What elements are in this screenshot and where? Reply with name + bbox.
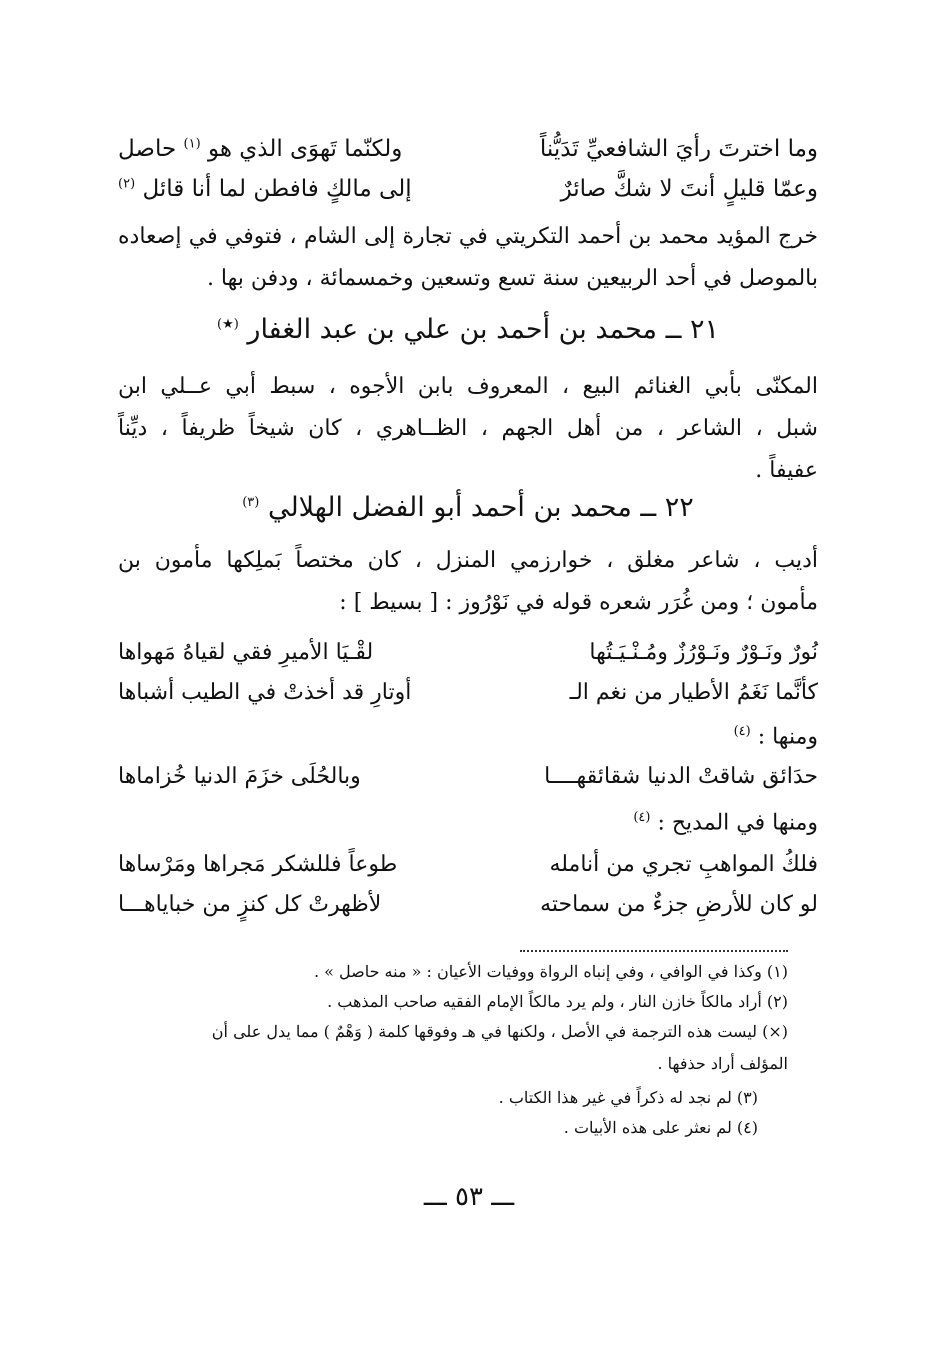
verse-line-1 xyxy=(118,136,818,172)
verse-hemistich-left: أوتارِ قد أخذتْ في الطيب أشباها xyxy=(118,680,412,705)
verse-hemistich-left: وبالحُلَى خزَمَ الدنيا خُزاماها xyxy=(118,764,361,789)
text-line: عفيفاً . xyxy=(755,458,818,483)
verse-line-2 xyxy=(118,176,818,212)
text-line: المكنّى بأبي الغنائم البيع ، المعروف بابن الأجوه ، سبط أبي عــلي ابن xyxy=(118,374,818,399)
footnotes xyxy=(118,962,788,1162)
verse-text: إلى مالكٍ فافطن لما أنا قائل xyxy=(142,176,412,202)
page-number: ـــ ٥٣ ـــ xyxy=(423,1182,515,1212)
footnote-2: (٢) أراد مالكاً خازن النار ، ولم يرد مالكاً الإمام الفقيه صاحب المذهب . xyxy=(327,992,788,1011)
verse-hemistich-right: وعمّا قليلٍ أنتَ لا شكَّ صائرٌ xyxy=(560,176,818,202)
verse-hemistich-right: كأنَّما نَغَمُ الأطيار من نغم الـ xyxy=(569,680,818,705)
verse-hemistich-right: لو كان للأرضِ جزءٌ من سماحته xyxy=(540,892,818,917)
poem-verse xyxy=(118,640,818,678)
intro-text: ومنها في المديح : xyxy=(657,810,818,836)
text-line: شبل ، الشاعر ، من أهل الجهم ، الظــاهري ، كان شيخاً ظريفاً ، ديِّناً xyxy=(118,416,818,441)
footnote-marker: (٤) xyxy=(633,810,651,825)
verse-hemistich-left xyxy=(118,176,412,202)
verse-hemistich-left: لقْـيَا الأميرِ فقي لقياهُ مَهواها xyxy=(118,640,374,665)
footnote-1: (١) وكذا في الوافي ، وفي إنباه الرواة ووفيات الأعيان : « منه حاصل » . xyxy=(313,962,788,981)
heading-text: ٢٢ ــ محمد بن أحمد أبو الفضل الهلالي xyxy=(267,492,694,523)
paragraph-entry-21 xyxy=(118,366,818,492)
entry-heading-21 xyxy=(118,314,818,345)
footnote-marker: (٣) xyxy=(242,495,260,510)
verse-hemistich-right: نُورٌ ونَـوْرٌ ونَـوْرُزٌ ومُـنْـيَـتُها xyxy=(589,640,818,665)
heading-text: ٢١ ــ محمد بن أحمد بن علي بن عبد الغفار xyxy=(247,314,719,345)
footnote-marker: (٤) xyxy=(733,724,751,739)
poem-verse xyxy=(118,852,818,890)
poem-intro xyxy=(633,810,818,835)
intro-text: ومنها : xyxy=(757,724,818,750)
footnote-4: (٤) لم نعثر على هذه الأبيات . xyxy=(563,1118,758,1137)
footnote-marker: (★) xyxy=(217,317,239,332)
text-line: خرج المؤيد محمد بن أحمد التكريتي في تجارة إلى الشام ، فتوفي في إصعاده xyxy=(118,224,818,249)
footnote-marker: (٢) xyxy=(118,176,136,192)
poem-verse xyxy=(118,680,818,718)
verse-hemistich-right: فلكُ المواهبِ تجري من أنامله xyxy=(549,852,818,877)
text-line: أديب ، شاعر مغلق ، خوارزمي المنزل ، كان مختصاً بَملِكها مأمون بن xyxy=(118,548,818,573)
text-line: بالموصل في أحد الربيعين سنة تسع وتسعين وخمسمائة ، ودفن بها . xyxy=(206,266,818,291)
paragraph-death-note xyxy=(118,216,818,300)
verse-hemistich-right: وما اخترتَ رأيَ الشافعيِّ تَدَيُّناً xyxy=(539,136,818,162)
poem-intro xyxy=(734,724,818,749)
verse-hemistich-left: لأظهرتْ كل كنزٍ من خباياهـــا xyxy=(118,892,382,917)
verse-hemistich-right: حدَائق شاقتْ الدنيا شقائقهــــا xyxy=(544,764,818,789)
entry-heading-22 xyxy=(118,492,818,523)
footnote-marker: (١) xyxy=(183,136,201,152)
poem-verse xyxy=(118,764,818,802)
verse-hemistich-left xyxy=(118,136,402,162)
poem-verse xyxy=(118,892,818,930)
footnote-star: (×) ليست هذه الترجمة في الأصل ، ولكنها في هـ وفوقها كلمة ( وَهْمٌ ) مما يدل على أن xyxy=(211,1022,788,1041)
verse-text: ولكنّما تَهوَى الذي هو xyxy=(207,136,403,162)
verse-text: حاصل xyxy=(118,136,177,162)
paragraph-entry-22 xyxy=(118,540,818,624)
footnote-3: (٣) لم نجد له ذكراً في غير هذا الكتاب . xyxy=(498,1088,758,1107)
footnote-divider xyxy=(520,950,788,952)
verse-hemistich-left: طوعاً فللشكر مَجراها ومَرْساها xyxy=(118,852,398,877)
footnote-star-continued: المؤلف أراد حذفها . xyxy=(657,1054,788,1073)
text-line: مأمون ؛ ومن غُرَر شعره قوله في نَوْرُوز : [ بسيط ] : xyxy=(339,590,818,615)
